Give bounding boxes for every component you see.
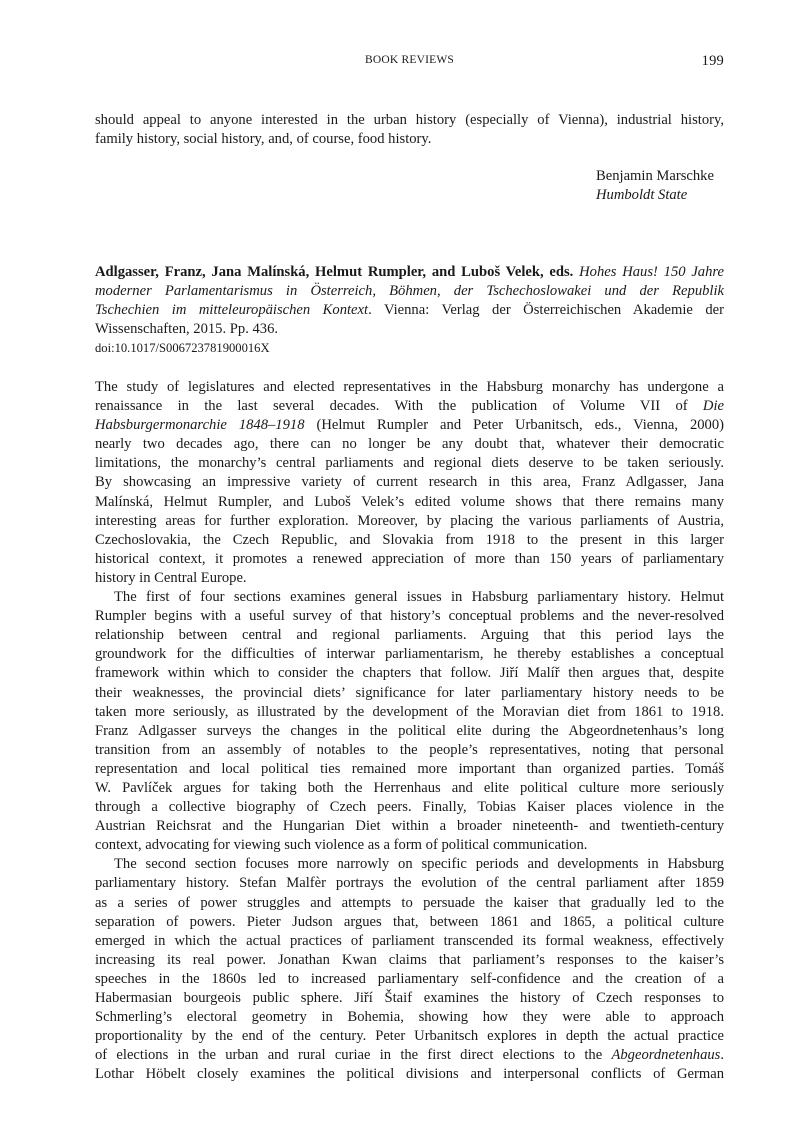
- text-line: Rumpler begins with a useful survey of that history’s conceptual problems and the never-resolved: [95, 608, 724, 625]
- text-line: Franz Adlgasser surveys the changes in the political elite during the Abgeordnetenhaus’s long: [95, 722, 724, 739]
- citation-line: [95, 301, 724, 320]
- text-line: historical context, it promotes a renewed appreciation of more than 150 years of parliamentary: [95, 550, 724, 567]
- text-line: The study of legislatures and elected representatives in the Habsburg monarchy has undergone a: [95, 379, 724, 395]
- text-line: context, advocating for viewing such violence as a form of political communication.: [95, 837, 588, 854]
- review-body: [95, 378, 724, 1084]
- citation-title-part: Tschechien im mitteleuropäischen Kontext: [95, 302, 369, 319]
- text-line: By showcasing an impressive variety of current research in this area, Franz Adlgasser, Jana: [95, 474, 724, 491]
- text-line: Schmerling’s electoral geometry in Bohemia, showing how they were able to approach: [95, 1009, 724, 1026]
- text-line: relationship between central and regional parliaments. Arguing that this period lays the: [95, 627, 724, 644]
- paragraph-2: [95, 588, 724, 855]
- citation-title-part: Hohes Haus! 150 Jahre: [579, 264, 725, 280]
- text-line: transition from an assembly of notables to the people’s representatives, noting that personal: [95, 741, 724, 758]
- text-line: separation of powers. Pieter Judson argues that, between 1861 and 1865, a political culture: [95, 913, 724, 930]
- text-line: Malínská, Helmut Rumpler, and Luboš Velek’s edited volume shows that there remains many: [95, 493, 724, 510]
- text-line: Habsburgermonarchie 1848–1918 (Helmut Rumpler and Peter Urbanitsch, eds., Vienna, 2000): [95, 417, 724, 434]
- previous-review-ending: [95, 111, 724, 149]
- text-line: renaissance in the last several decades. With the publication of Volume VII of Die: [95, 398, 724, 415]
- text-line: nearly two decades ago, there can no longer be any doubt that, whatever their democratic: [95, 436, 724, 453]
- text-line: W. Pavlíček argues for taking both the Herrenhaus and elite political culture more seriously: [95, 779, 724, 796]
- text-line: limitations, the monarchy’s central parliaments and regional diets deserve to be taken seriously.: [95, 455, 724, 472]
- text-line: The second section focuses more narrowly on specific periods and developments in Habsburg: [114, 856, 724, 873]
- text-line: interesting areas for further exploration. Moreover, by placing the various parliaments of Austria,: [95, 512, 724, 529]
- citation-line: Wissenschaften, 2015. Pp. 436.: [95, 321, 279, 338]
- text-line: as a series of power struggles and attempts to persuade the kaiser that gradually led to the: [95, 894, 724, 911]
- text-line: framework within which to consider the chapters that follow. Jiří Malíř then argues that, despite: [95, 665, 724, 682]
- paragraph-1: [95, 378, 724, 588]
- citation-line: [95, 263, 724, 282]
- text-line: history in Central Europe.: [95, 569, 247, 586]
- doi-link[interactable]: doi:10.1017/S006723781900016X: [95, 341, 270, 356]
- text-line: should appeal to anyone interested in the urban history (especially of Vienna), industrial history,: [95, 112, 724, 128]
- text-line: Lothar Höbelt closely examines the political divisions and interpersonal conflicts of German: [95, 1066, 724, 1083]
- running-head-title: BOOK REVIEWS: [365, 54, 454, 66]
- running-head: [95, 54, 724, 72]
- text-line: Austrian Reichsrat and the Hungarian Diet within a broader nineteenth- and twentieth-century: [95, 818, 724, 835]
- text-line: of elections in the urban and rural curiae in the first direct elections to the Abgeordnetenhaus.: [95, 1047, 725, 1064]
- text-line: increasing its real power. Jonathan Kwan claims that parliament’s responses to the kaiser’s: [95, 951, 724, 968]
- text-line: through a collective biography of Czech peers. Finally, Tobias Kaiser places violence in the: [95, 799, 724, 816]
- citation-line: [95, 282, 724, 301]
- reviewer-affiliation: Humboldt State: [596, 187, 688, 204]
- text-line: Czechoslovakia, the Czech Republic, and Slovakia from 1918 to the present in this larger: [95, 531, 724, 548]
- text-line: their weaknesses, the provincial diets’ significance for later parliamentary history needs to be: [95, 684, 724, 701]
- text-line: Habermasian bourgeois public sphere. Jiří Štaif examines the history of Czech responses to: [95, 990, 724, 1006]
- text-line: groundwork for the difficulties of interwar parliamentarism, he thereby establishes a conceptual: [95, 646, 724, 663]
- text-line: proportionality by the end of the century. Peter Urbanitsch explores in depth the actual practice: [95, 1028, 724, 1045]
- text-line: parliamentary history. Stefan Malfèr portrays the evolution of the central parliament after 1859: [95, 875, 724, 892]
- reviewer-signature: [596, 167, 714, 206]
- citation-editors: Adlgasser, Franz, Jana Malínská, Helmut Rumpler, and Luboš Velek, eds.: [95, 264, 574, 280]
- citation-publisher: . Vienna: Verlag der Österreichischen Akademie der: [368, 302, 724, 319]
- paragraph-3: [95, 855, 724, 1084]
- text-line: representation and local political ties remained more important than organized parties. Tomáš: [95, 760, 724, 777]
- book-citation: [95, 263, 724, 358]
- citation-title-part: moderner Parlamentarismus in Österreich, Böhmen, der Tschechoslowakei und der Republik: [95, 283, 724, 300]
- reviewer-name: Benjamin Marschke: [596, 168, 714, 184]
- text-line: The first of four sections examines general issues in Habsburg parliamentary history. Helmut: [114, 589, 724, 606]
- text-line: speeches in the 1860s led to increased parliamentary self-confidence and the creation of a: [95, 970, 724, 987]
- text-line: emerged in which the actual practices of parliament transcended its formal weakness, effectively: [95, 932, 724, 949]
- text-line: family history, social history, and, of course, food history.: [95, 131, 432, 148]
- text-line: taken more seriously, as illustrated by the development of the Moravian diet from 1861 to 1918.: [95, 703, 724, 720]
- page-number: 199: [701, 53, 724, 69]
